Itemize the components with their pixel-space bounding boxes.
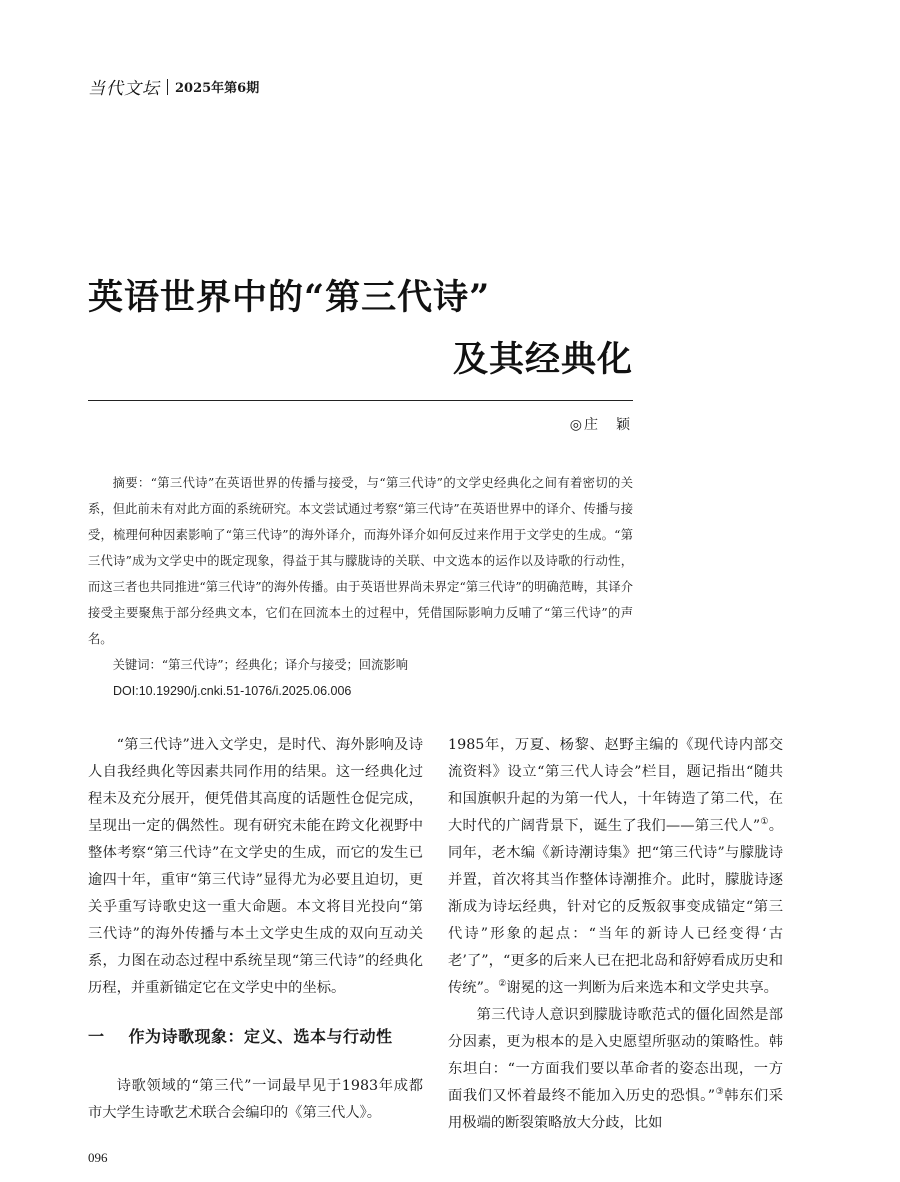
text-run: 1985年，万夏、杨黎、赵野主编的《现代诗内部交流资料》设立“第三代人诗会”栏目，题记指出“随共和国旗帜升起的为第一代人，十年铸造了第二代，在大时代的广阔背景下，诞生了我们——第三代人” (448, 737, 783, 834)
body-paragraph (448, 1002, 783, 1137)
journal-logo: 当代文坛 (88, 79, 160, 99)
body-paragraph (448, 732, 783, 1002)
doi: DOI:10.19290/j.cnki.51-1076/i.2025.06.006 (113, 684, 352, 698)
keywords: 关键词：“第三代诗”；经典化；译介与接受；回流影响 (112, 658, 408, 672)
section-number: 一 (88, 1029, 105, 1046)
section-heading (88, 1024, 423, 1051)
article-title (88, 270, 633, 382)
right-column (448, 732, 783, 1137)
footnote-mark: ① (760, 817, 769, 828)
section-title: 作为诗歌现象：定义、选本与行动性 (128, 1029, 393, 1046)
text-run: 韩东们采用极端的断裂策略放大分歧，比如 (448, 1088, 783, 1131)
footnote-mark: ③ (715, 1087, 725, 1098)
abstract-text: 摘要：“第三代诗”在英语世界的传播与接受，与“第三代诗”的文学史经典化之间有着密切的关系，但此前未有对此方面的系统研究。本文尝试通过考察“第三代诗”在英语世界中的译介、传播与接受，梳理何种因素影响了“第三代诗”的海外译介，而海外译介如何反过来作用于文学史的生成。“第三代诗”成为文学史中的既定现象，得益于其与朦胧诗的关联、中文选本的运作以及诗歌的行动性，而这三者也共同推进“第三代诗”的海外传播。由于英语世界尚未界定“第三代诗”的明确范畴，其译介接受主要聚焦于部分经典文本，它们在回流本土的过程中，凭借国际影响力反哺了“第三代诗”的声名。 (88, 476, 633, 646)
page-number: 096 (88, 1150, 108, 1165)
issue-label: 2025年第6期 (175, 81, 260, 96)
title-line-1: 英语世界中的“第三代诗” (88, 277, 491, 318)
title-line-2: 及其经典化 (452, 339, 633, 380)
footnote-mark: ② (498, 979, 507, 990)
abstract-block (88, 470, 633, 704)
running-header (88, 74, 259, 99)
text-run: 谢冕的这一判断为后来选本和文学史共享。 (506, 980, 778, 996)
text-run: 第三代诗人意识到朦胧诗歌范式的僵化固然是部分因素，更为根本的是入史愿望所驱动的策略性。韩东坦白：“一方面我们要以革命者的姿态出现，一方面我们又怀着最终不能加入历史的恐惧。” (448, 1007, 783, 1104)
title-rule (88, 400, 633, 401)
text-run: 。同年，老木编《新诗潮诗集》把“第三代诗”与朦胧诗并置，首次将其当作整体诗潮推介。此时，朦胧诗逐渐成为诗坛经典，针对它的反叛叙事变成锚定“第三代诗”形象的起点：“当年的新诗人已经变得‘古老’了”，“更多的后来人已在把北岛和舒婷看成历史和传统”。 (448, 818, 783, 996)
header-divider (167, 79, 168, 95)
left-column (88, 732, 423, 1127)
author-name: ◎庄 颖 (569, 417, 632, 433)
body-paragraph: 诗歌领域的“第三代”一词最早见于1983年成都市大学生诗歌艺术联合会编印的《第三代人》。 (88, 1078, 423, 1121)
body-paragraph: “第三代诗”进入文学史，是时代、海外影响及诗人自我经典化等因素共同作用的结果。这一经典化过程未及充分展开，便凭借其高度的话题性仓促完成，呈现出一定的偶然性。现有研究未能在跨文化视野中整体考察“第三代诗”在文学史的生成，而它的发生已逾四十年，重审“第三代诗”显得尤为必要且迫切，更关乎重写诗歌史这一重大命题。本文将目光投向“第三代诗”的海外传播与本土文学史生成的双向互动关系，力图在动态过程中系统呈现“第三代诗”的经典化历程，并重新锚定它在文学史中的坐标。 (88, 737, 423, 996)
